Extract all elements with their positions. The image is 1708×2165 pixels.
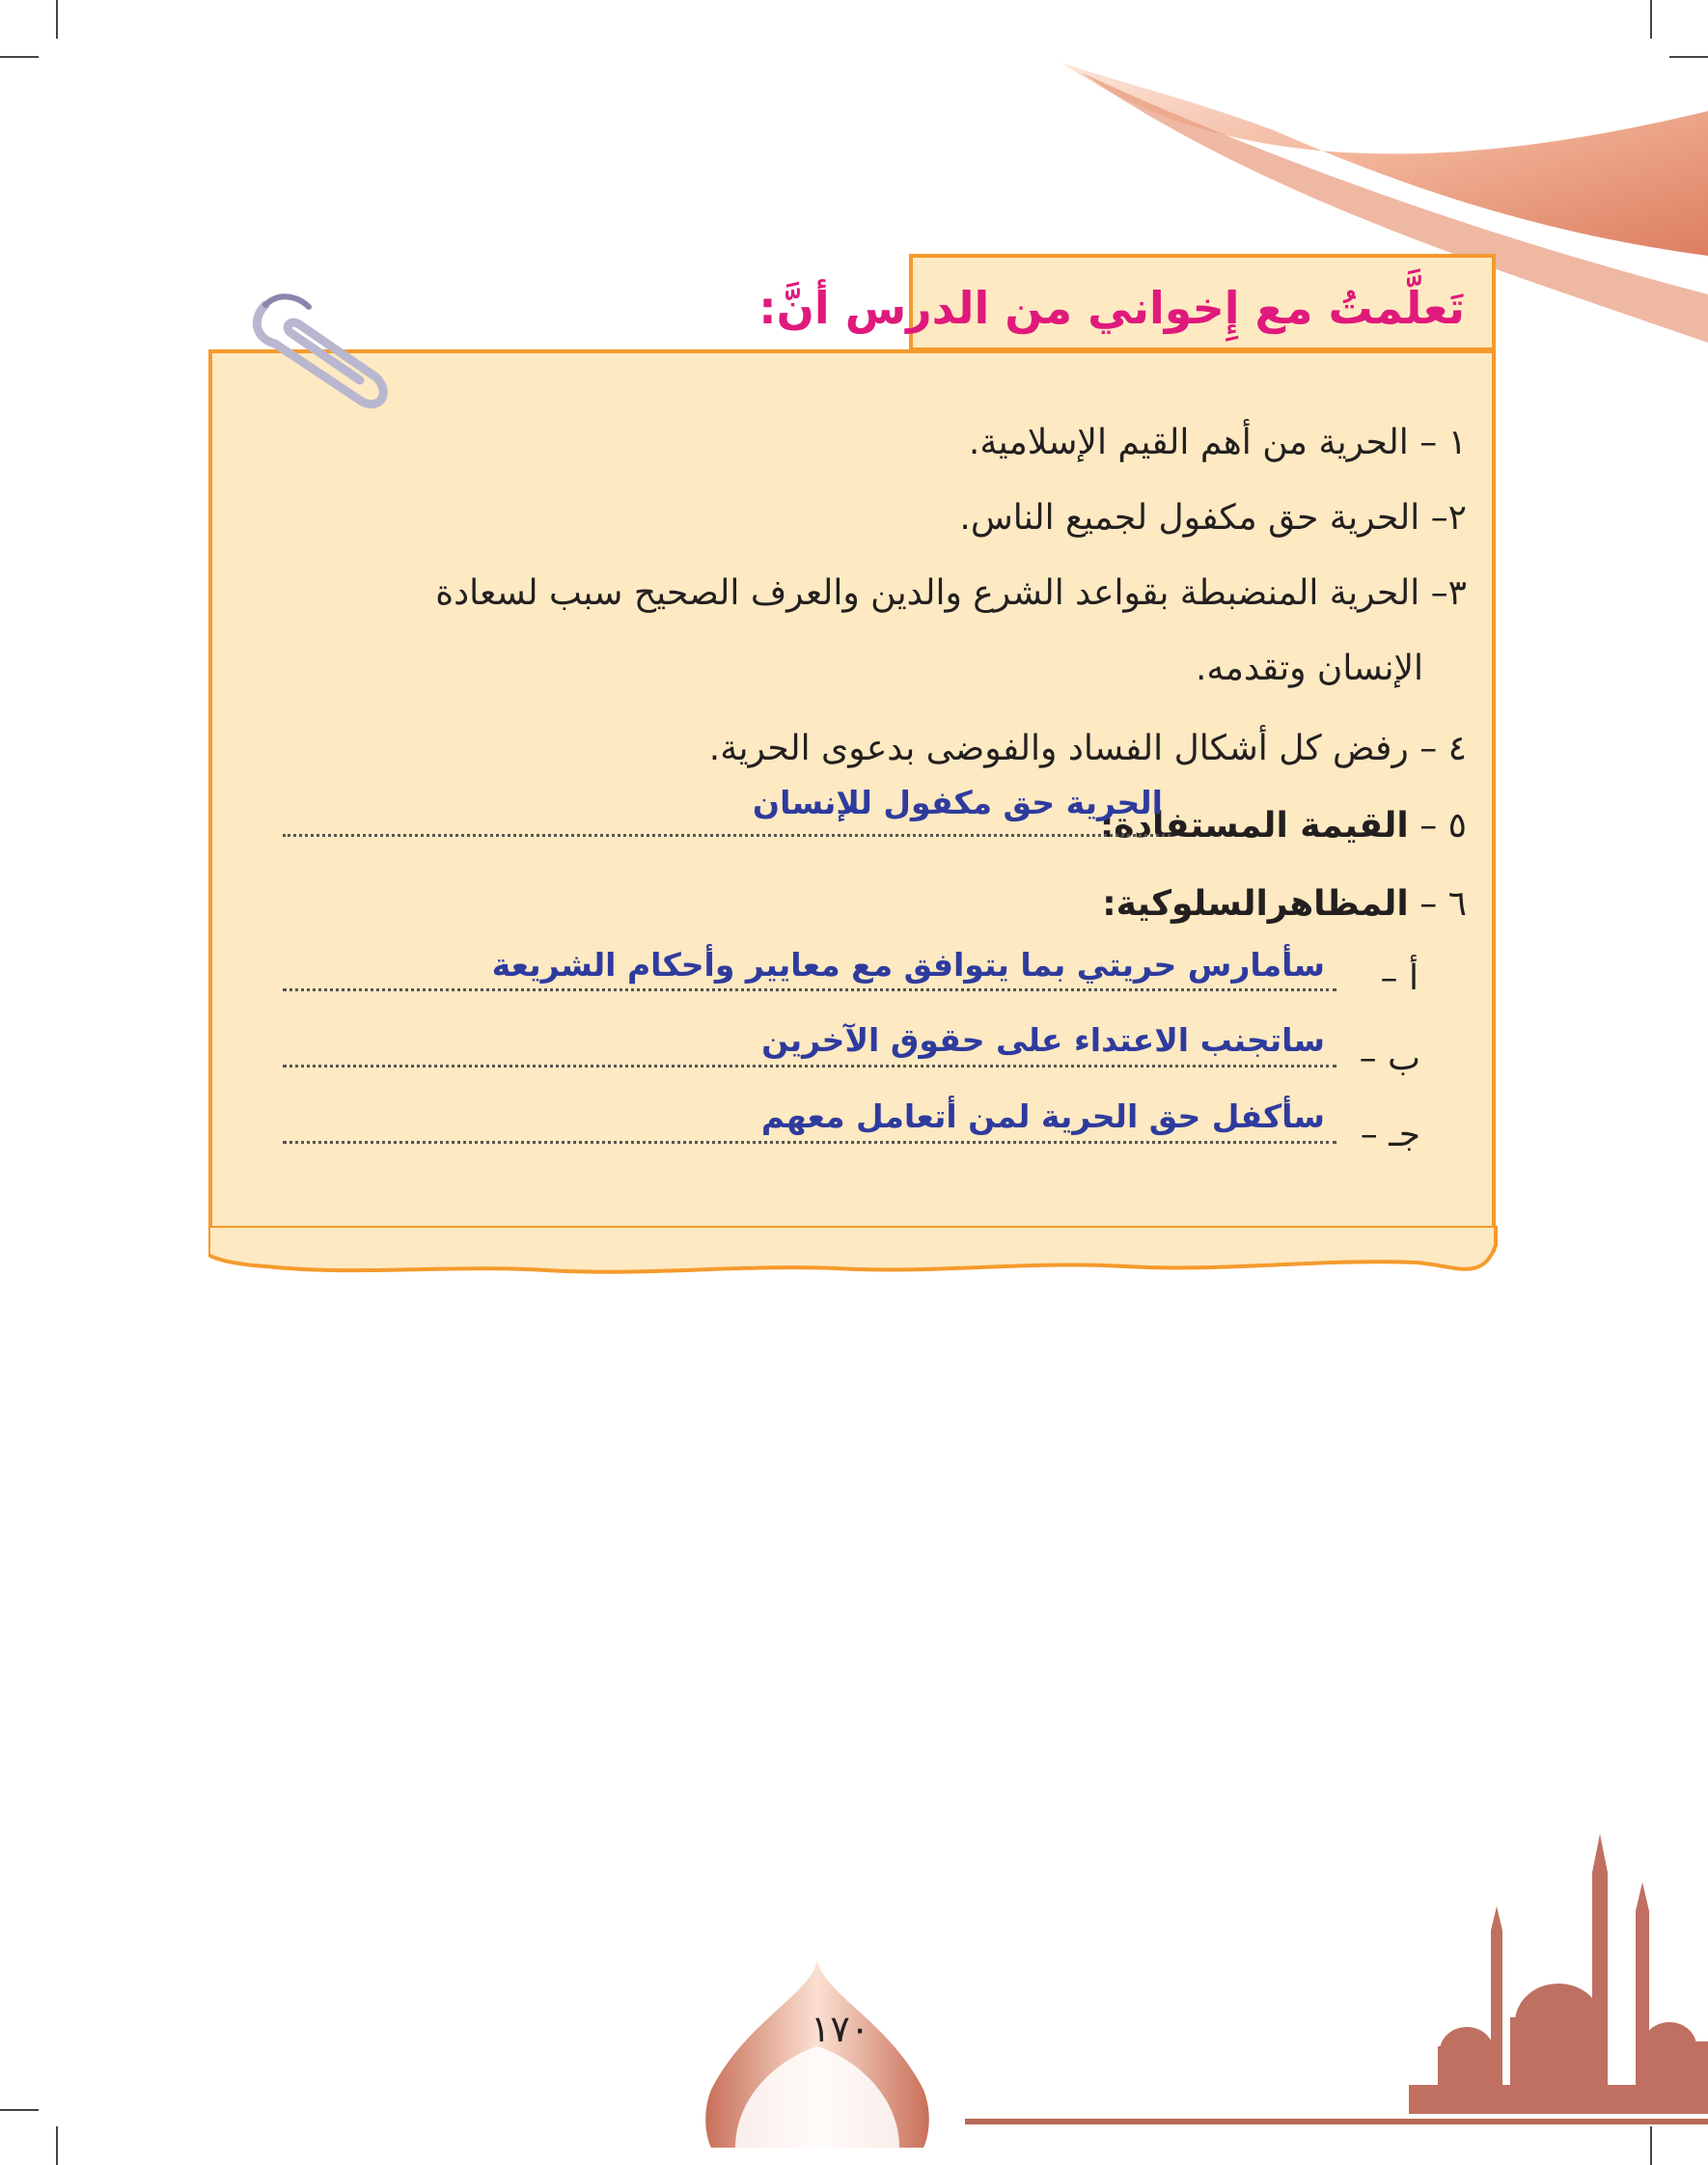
- paperclip-icon: [246, 286, 391, 421]
- behavior-letter: أ –: [1380, 958, 1419, 998]
- item-number: ١ –: [1419, 423, 1467, 462]
- page-number: ١٧٠: [811, 2008, 870, 2050]
- behavior-answer: ساتجنب الاعتداء على حقوق الآخرين: [761, 1021, 1325, 1059]
- value-label: القيمة المستفادة:: [1099, 806, 1409, 846]
- section-title: تَعلَّمتُ مع إِخواني من الدرس أنَّ:: [758, 282, 1465, 334]
- crop-mark: [0, 2109, 39, 2111]
- behavior-answer: سأكفل حق الحرية لمن أتعامل معهم: [760, 1097, 1325, 1135]
- crop-mark: [56, 2126, 58, 2165]
- section-header: [758, 254, 1496, 358]
- item-text: الحرية المنضبطة بقواعد الشرع والدين والعرف الصحيح سبب لسعادة: [435, 573, 1420, 613]
- crop-mark: [56, 0, 58, 39]
- item-number: ٦ –: [1419, 884, 1467, 924]
- list-item: [959, 495, 1467, 541]
- behaviors-label: المظاهرالسلوكية:: [1102, 884, 1409, 924]
- item-number: ٣–: [1430, 573, 1467, 613]
- dome-icon: [697, 1955, 938, 2148]
- behavior-answer: سأمارس حريتي بما يتوافق مع معايير وأحكام الشريعة: [491, 946, 1325, 984]
- list-item: [709, 726, 1467, 772]
- answer-dotted-line: [283, 834, 1171, 837]
- crop-mark: [1650, 2126, 1652, 2165]
- list-item: [435, 570, 1467, 617]
- item-text: رفض كل أشكال الفساد والفوضى بدعوى الحرية.: [708, 729, 1409, 768]
- answer-dotted-line: [283, 1141, 1336, 1144]
- crop-mark: [0, 56, 39, 58]
- mosque-skyline-icon: [1409, 1815, 1708, 2123]
- answer-dotted-line: [283, 988, 1336, 991]
- item-text: الإنسان وتقدمه.: [1195, 649, 1423, 688]
- behavior-letter: جـ –: [1360, 1115, 1420, 1154]
- list-item-continuation: [1196, 646, 1423, 692]
- item-text: الحرية من أهم القيم الإسلامية.: [968, 423, 1409, 462]
- answer-dotted-line: [283, 1065, 1336, 1068]
- item-number: ٢–: [1430, 498, 1467, 538]
- item-text: الحرية حق مكفول لجميع الناس.: [959, 498, 1420, 538]
- note-torn-edge: [208, 1226, 1501, 1286]
- crop-mark: [1650, 0, 1652, 39]
- value-answer: الحرية حق مكفول للإنسان: [752, 784, 1163, 821]
- item-number: ٤ –: [1419, 729, 1467, 768]
- list-item: [969, 420, 1467, 466]
- behaviors-item: [1102, 881, 1467, 928]
- item-number: ٥ –: [1419, 806, 1467, 846]
- behavior-letter: ب –: [1359, 1039, 1420, 1078]
